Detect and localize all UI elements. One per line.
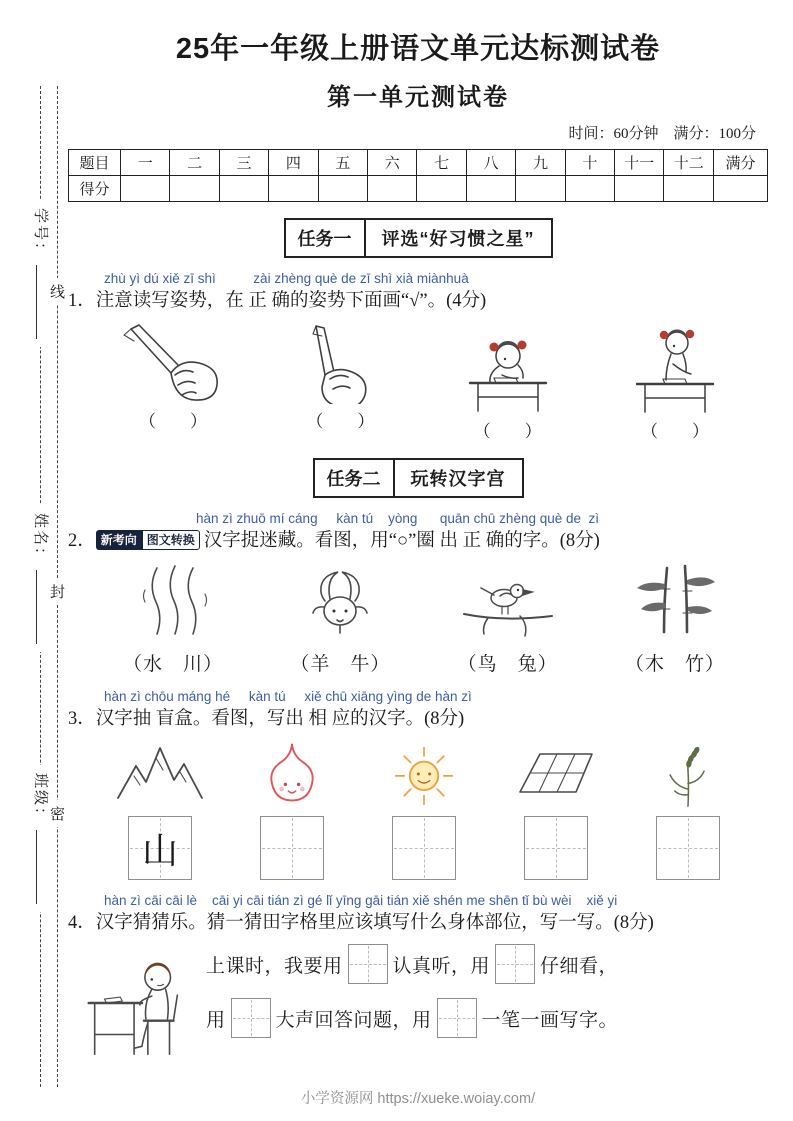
tianzige-grid-3: [392, 816, 456, 880]
goat-figure: [290, 562, 390, 640]
q3-figure-row: [94, 740, 754, 880]
q2-pinyin: hàn zì zhuō mí cáng kàn tú yòng quān chū zhèng què de zì: [196, 511, 600, 526]
girl-writing-leaning-figure: [452, 322, 564, 414]
name-blank: [36, 570, 37, 644]
girl-writing-upright-figure: [619, 322, 731, 414]
score-col-5: 五: [318, 150, 367, 176]
q2-text: 汉字捉迷藏。看图，用“○”圈 出 正 确的字。(8分): [203, 531, 600, 551]
tianzige-grid-5: [656, 816, 720, 880]
q1-pinyin: zhù yì dú xiě zī shì zài zhèng què de zī shì xià miànhuà: [104, 271, 469, 286]
task1-banner: [284, 218, 553, 258]
q3-item-5: [622, 740, 754, 880]
score-col-total: 满分: [714, 150, 768, 176]
stream-figure: [123, 562, 223, 640]
q3-item-1: [94, 740, 226, 880]
q4-figure-wrap: [68, 940, 206, 1071]
score-col-7: 七: [417, 150, 466, 176]
score-cell: [664, 176, 714, 202]
tianzige-grid-1: [128, 816, 192, 880]
q4-fill-grid-1: [348, 944, 388, 984]
q2-item-4: [596, 562, 754, 676]
score-col-1: 一: [121, 150, 170, 176]
score-table-header-row: [69, 150, 768, 176]
score-cell: [565, 176, 614, 202]
rice-plant-figure: [648, 740, 728, 808]
flame-figure: [252, 740, 332, 808]
q2-item-1: [94, 562, 252, 676]
score-cell: [121, 176, 170, 202]
q4-fill-grid-4: [437, 998, 477, 1038]
task2-label: 任务二: [315, 460, 395, 496]
q2-option-1: （水 川）: [122, 654, 223, 675]
q1-option-3: [429, 322, 587, 442]
task2-title: 玩转汉字宫: [410, 469, 506, 489]
q4-content-row: [68, 940, 768, 1071]
name-label: 姓名：: [32, 513, 49, 565]
q1-bracket-4: （ ）: [640, 422, 709, 441]
q3-item-3: [358, 740, 490, 880]
q1-figure-row: [94, 322, 754, 442]
q4-pinyin: hàn zì cāi cāi lè cāi yi cāi tián zì gé lǐ yīng gāi tián xiě shén me shēn tǐ bù wèi xiě yi: [104, 893, 618, 908]
score-col-9: 九: [516, 150, 565, 176]
q3-pinyin: hàn zì chōu máng hé kàn tú xiě chū xiāng yìng de hàn zì: [104, 689, 472, 704]
q1-option-4: [596, 322, 754, 442]
student-number-label: 学号：: [32, 208, 49, 260]
class-label: 班级：: [32, 773, 49, 825]
task2-banner: [313, 458, 524, 498]
sun-figure: [384, 740, 464, 808]
q4-sentences: [206, 940, 768, 1048]
badge-left-text: 新考向: [96, 530, 142, 550]
score-cell: [318, 176, 367, 202]
q4-sentence-line-2: [206, 994, 768, 1048]
bamboo-figure: [625, 562, 725, 640]
task1-label: 任务一: [286, 220, 366, 256]
score-cell: [466, 176, 515, 202]
score-cell: [615, 176, 664, 202]
seal-char-line: 线: [49, 278, 66, 305]
q1-option-1: [94, 322, 252, 442]
q4-sentence-line-1: [206, 940, 768, 994]
boy-at-desk-figure: [82, 940, 194, 1066]
q3-text: 3．汉字抽 盲盒。看图，写出 相 应的汉字。(8分): [68, 709, 465, 729]
footer-source: 小学资源网 https://xueke.woiay.com/: [300, 1091, 536, 1107]
q2-item-2: [261, 562, 419, 676]
q1-bracket-2: （ ）: [306, 412, 375, 431]
bird-on-branch-figure: [458, 562, 558, 640]
q4-fill-grid-2: [495, 944, 535, 984]
student-number-field: [31, 200, 52, 347]
q4-s6: 一笔一画写字。: [481, 1010, 619, 1031]
pencil-grip-figure-2: [280, 322, 400, 404]
score-row-label: 得分: [69, 176, 121, 202]
q3-item-4: [490, 740, 622, 880]
q1-bracket-3: （ ）: [473, 422, 542, 441]
pencil-grip-figure-1: [113, 322, 233, 404]
mountain-figure: [114, 740, 206, 808]
q2-option-3: （鸟 兔）: [457, 654, 558, 675]
score-col-3: 三: [219, 150, 268, 176]
q4-s5: 大声回答问题，用: [275, 1010, 432, 1031]
score-col-6: 六: [368, 150, 417, 176]
new-exam-trend-badge: [96, 530, 200, 550]
badge-right-text: 图文转换: [142, 530, 200, 550]
score-col-10: 十: [565, 150, 614, 176]
score-cell: [714, 176, 768, 202]
q1-option-2: [261, 322, 419, 442]
q4-s3: 仔细看，: [540, 956, 619, 977]
seal-char-feng: 封: [49, 578, 66, 605]
score-table-score-row: [69, 176, 768, 202]
score-cell: [417, 176, 466, 202]
field-figure: [510, 740, 602, 808]
score-col-11: 十一: [615, 150, 664, 176]
q4-text: 4．汉字猜猜乐。猜一猜田字格里应该填写什么身体部位，写一写。(8分): [68, 913, 654, 933]
score-col-8: 八: [466, 150, 515, 176]
q2-number: 2．: [68, 531, 96, 551]
tianzige-grid-4: [524, 816, 588, 880]
q4-s1: 上课时，我要用: [206, 956, 343, 977]
q1-text: 1．注意读写姿势，在 正 确的姿势下面画“√”。(4分): [68, 291, 487, 311]
q3-answer-shan: 山: [141, 830, 178, 871]
q2-figure-row: [94, 562, 754, 676]
q2-text-line: [68, 528, 768, 554]
q4-fill-grid-3: [231, 998, 271, 1038]
score-col-12: 十二: [664, 150, 714, 176]
score-cell: [219, 176, 268, 202]
q4-s2: 认真听，用: [392, 956, 491, 977]
q2-option-4: （木 竹）: [624, 654, 725, 675]
score-cell: [269, 176, 318, 202]
score-cell: [516, 176, 565, 202]
score-table-header-label: 题目: [69, 150, 121, 176]
seal-char-mi: 密: [49, 800, 66, 827]
time-score-meta: 时间：60分钟 满分：100分: [568, 126, 756, 142]
page-subtitle: 第一单元测试卷: [327, 84, 509, 111]
score-col-2: 二: [170, 150, 219, 176]
task1-title: 评选“好习惯之星”: [381, 229, 535, 249]
score-cell: [170, 176, 219, 202]
class-blank: [36, 830, 37, 904]
main-content: [68, 26, 768, 1108]
q4-s4: 用: [206, 1010, 226, 1031]
page-title: 25年一年级上册语文单元达标测试卷: [175, 33, 661, 65]
tianzige-grid-2: [260, 816, 324, 880]
score-table: [68, 149, 768, 202]
q1-bracket-1: （ ）: [139, 412, 207, 431]
student-number-blank: [36, 265, 37, 339]
score-cell: [368, 176, 417, 202]
score-col-4: 四: [269, 150, 318, 176]
q2-item-3: [429, 562, 587, 676]
q2-option-2: （羊 牛）: [290, 654, 391, 675]
q3-item-2: [226, 740, 358, 880]
class-field: [31, 765, 52, 912]
